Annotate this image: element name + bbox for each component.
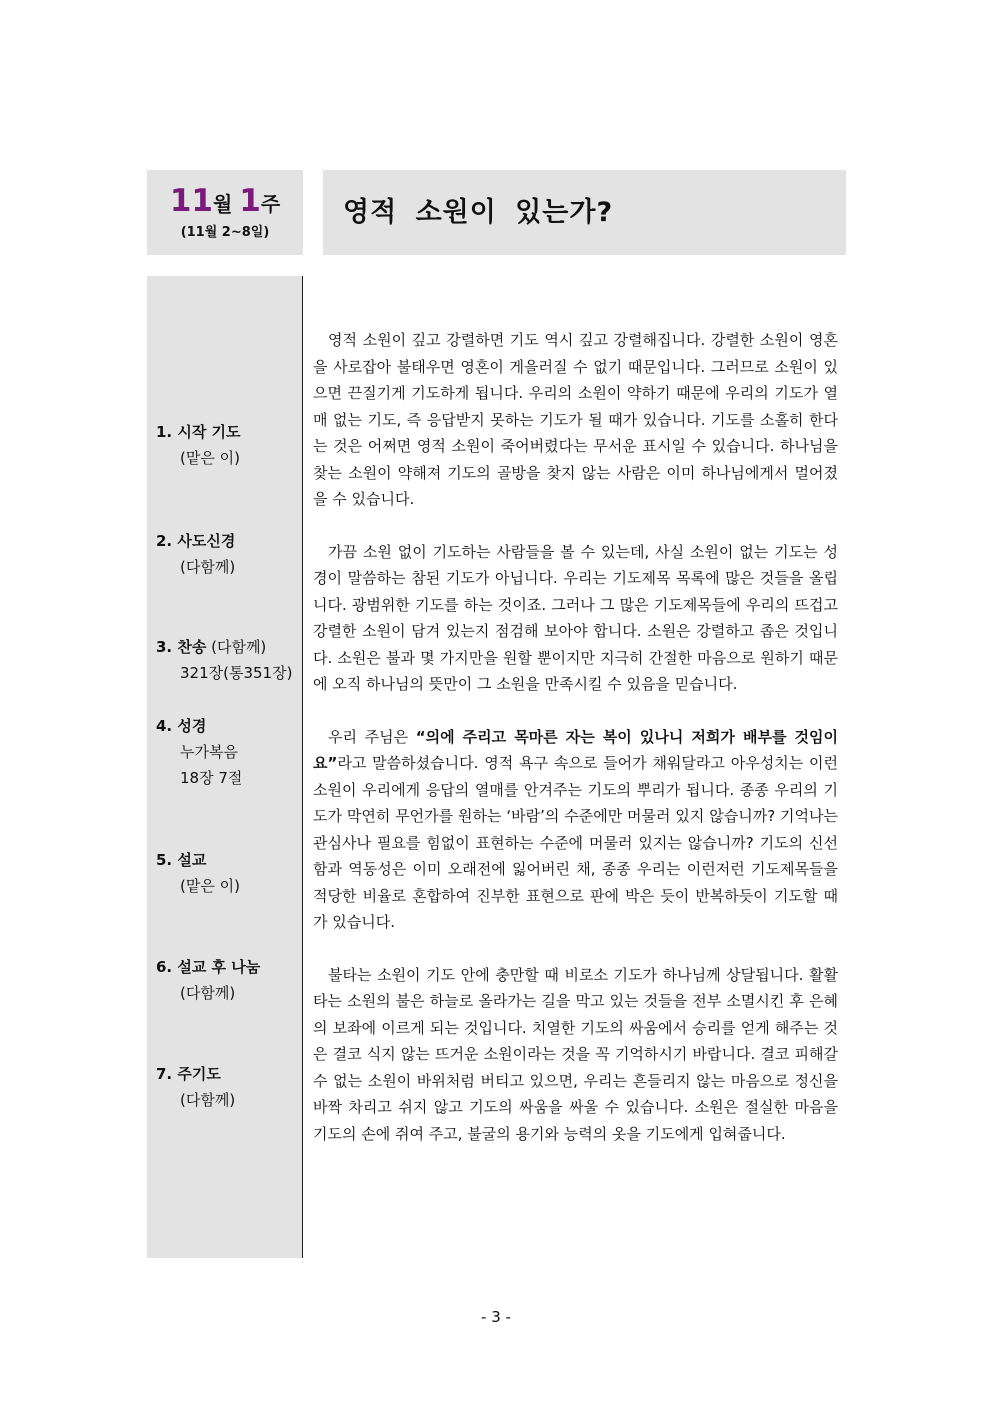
order-extra: (다함께) [206,638,267,656]
order-item-lords-prayer [156,1061,235,1113]
order-title: 2. 사도신경 [156,532,236,550]
paragraph-lead: 우리 주님은 [328,727,416,746]
order-title: 3. 찬송 [156,638,207,656]
order-detail: 321장(통351장) [180,664,293,682]
order-detail: (다함께) [180,1091,236,1109]
week-label [147,184,303,221]
order-item-opening-prayer [156,419,241,471]
order-item-scripture [156,713,242,791]
order-detail: (맡은 이) [180,877,240,895]
week-unit: 주 [260,192,281,216]
order-title: 5. 설교 [156,851,207,869]
order-detail: (다함께) [180,558,236,576]
body-paragraph [313,724,838,936]
order-detail: (다함께) [180,984,236,1002]
order-title: 7. 주기도 [156,1065,221,1083]
week-label-box [147,170,303,255]
paragraph-rest: 라고 말씀하셨습니다. 영적 욕구 속으로 들어가 채워달라고 아우성치는 이런 소원이 우리에게 응답의 열매를 안겨주는 기도의 뿌리가 됩니다. 종종 우리의 기도가 막연히 무언가를 원하는 ‘바람’의 수준에만 머물러 있지 않습니까? 기억나는 관심사나 필요를 힘없이 표현하는 수준에 머물러 있지는 않습니까? 기도의 신선함과 역동성은 이미 오래전에 잃어버린 채, 종종 우리는 이런저런 기도제목들을 적당한 비율로 혼합하여 진부한 표현으로 판에 박은 듯이 반복하듯이 기도할 때가 있습니다. [313,754,838,931]
order-title: 4. 성경 [156,717,207,735]
order-detail: 누가복음 [180,743,238,761]
date-range: (11월 2~8일) [180,225,270,240]
order-detail: (맡은 이) [180,449,240,467]
worship-order-sidebar [147,276,303,1258]
body-paragraph: 가끔 소원 없이 기도하는 사람들을 볼 수 있는데, 사실 소원이 없는 기도는 성경이 말씀하는 참된 기도가 아닙니다. 우리는 기도제목 목록에 많은 것들을 올립니다. 광범위한 기도를 하는 것이죠. 그러나 그 많은 기도제목들에 우리의 뜨겁고 강렬한 소원이 담겨 있는지 점검해 보아야 합니다. 소원은 강렬하고 좁은 것입니다. 소원은 불과 몇 가지만을 원할 뿐이지만 지극히 간절한 마음으로 원하기 때문에 오직 하나님의 뜻만이 그 소원을 만족시킬 수 있음을 믿습니다. [313,542,838,693]
month-unit: 월 [212,192,233,216]
order-item-sermon [156,847,240,899]
order-detail: 18장 7절 [180,769,243,787]
title-box [323,170,846,255]
order-item-hymn [156,634,292,686]
order-title: 1. 시작 기도 [156,423,241,441]
scripture-quote: “의에 주리고 목마른 자는 복이 있나니 저희가 배부를 것임이요” [313,727,838,772]
order-title: 6. 설교 후 나눔 [156,958,261,976]
month-number: 11 [169,183,213,219]
sermon-body [313,327,838,1173]
order-item-apostles-creed [156,528,235,580]
page-title: 영적 소원이 있는가? [343,197,614,228]
body-paragraph: 불타는 소원이 기도 안에 충만할 때 비로소 기도가 하나님께 상달됩니다. 활활 타는 소원의 불은 하늘로 올라가는 길을 막고 있는 것들을 전부 소멸시킨 후 은혜의 보좌에 이르게 되는 것입니다. 치열한 기도의 싸움에서 승리를 얻게 해주는 것은 결코 식지 않는 뜨거운 소원이라는 것을 꼭 기억하시기 바랍니다. 결코 피해갈 수 없는 소원이 바위처럼 버티고 있으면, 우리는 흔들리지 않는 마음으로 정신을 바짝 차리고 쉬지 않고 기도의 싸움을 싸울 수 있습니다. 소원은 절실한 마음을 기도의 손에 쥐여 주고, 불굴의 용기와 능력의 옷을 기도에게 입혀줍니다. [313,965,838,1143]
order-item-sharing [156,954,260,1006]
week-number: 1 [239,183,261,219]
body-paragraph: 영적 소원이 깊고 강렬하면 기도 역시 깊고 강렬해집니다. 강렬한 소원이 영혼을 사로잡아 불태우면 영혼이 게을러질 수 없기 때문입니다. 그러므로 소원이 있으면 끈질기게 기도하게 됩니다. 우리의 소원이 약하기 때문에 우리의 기도가 열매 없는 기도, 즉 응답받지 못하는 기도가 될 때가 있습니다. 기도를 소홀히 한다는 것은 어쩌면 영적 소원이 죽어버렸다는 무서운 표시일 수 있습니다. 하나님을 찾는 소원이 약해져 기도의 골방을 찾지 않는 사람은 이미 하나님에게서 멀어졌을 수 있습니다. [313,331,838,508]
page-number: - 3 - [481,1308,511,1326]
